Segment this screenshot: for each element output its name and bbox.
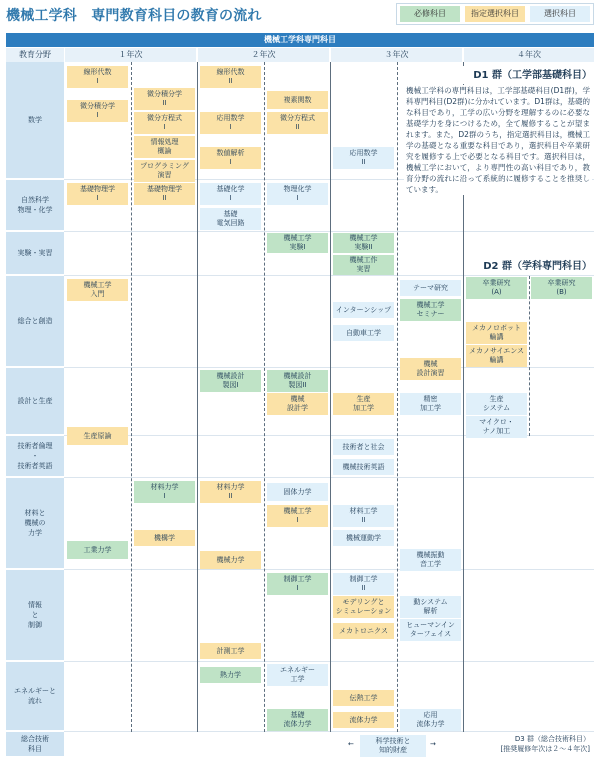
course-box: 線形代数 II bbox=[200, 66, 261, 88]
semester-divider bbox=[264, 62, 265, 732]
course-box: 動システム 解析 bbox=[400, 596, 461, 618]
course-box: 計測工学 bbox=[200, 643, 261, 659]
category-ethics: 技術者倫理 ・ 技術者英語 bbox=[6, 436, 64, 478]
year-header-4: ４年次 bbox=[464, 48, 594, 62]
course-box: 微分積分学 II bbox=[134, 88, 195, 110]
course-box: 機械 設計学 bbox=[267, 393, 328, 415]
course-box: 卒業研究 (B) bbox=[531, 277, 592, 299]
course-box: 物理化学 I bbox=[267, 183, 328, 205]
course-box: 基礎 電気回路 bbox=[200, 208, 261, 230]
row-band bbox=[64, 662, 594, 732]
category-energy: エネルギーと 流れ bbox=[6, 662, 64, 732]
course-box: 機械設計 製図I bbox=[200, 370, 261, 392]
legend-elective-required: 指定選択科目 bbox=[465, 6, 525, 22]
course-box: メカノロボット 輪講 bbox=[466, 322, 527, 344]
category-math: 数学 bbox=[6, 62, 64, 180]
course-box: マイクロ・ ナノ加工 bbox=[466, 416, 527, 438]
course-box: 基礎化学 I bbox=[200, 183, 261, 205]
course-box: 機械工学 実験I bbox=[267, 233, 328, 253]
course-box: 機械振動 音工学 bbox=[400, 549, 461, 571]
course-box: 機械工学 セミナー bbox=[400, 299, 461, 321]
course-box: モデリングと シミュレーション bbox=[333, 596, 394, 618]
legend-required: 必修科目 bbox=[400, 6, 460, 22]
course-box: 微分方程式 II bbox=[267, 112, 328, 134]
page-title: 機械工学科 専門教育科目の教育の流れ bbox=[6, 8, 262, 24]
category-design: 設計と生産 bbox=[6, 368, 64, 436]
course-box: 線形代数 I bbox=[67, 66, 128, 88]
year-header-1: １年次 bbox=[65, 48, 196, 62]
course-box: 技術者と社会 bbox=[333, 439, 394, 455]
semester-divider bbox=[529, 276, 530, 436]
course-box: 制御工学 II bbox=[333, 573, 394, 595]
table-main-header: 機械工学科専門科目 bbox=[6, 33, 594, 47]
d3-heading: D3 群（総合技術科目） bbox=[514, 735, 590, 743]
course-box: 数値解析 I bbox=[200, 147, 261, 169]
arrow-right-icon: → bbox=[430, 740, 436, 748]
course-box: 基礎物理学 II bbox=[134, 183, 195, 205]
semester-divider bbox=[131, 62, 132, 732]
category-materials: 材料と 機械の 力学 bbox=[6, 478, 64, 570]
course-box: 工業力学 bbox=[67, 541, 128, 559]
legend-elective: 選択科目 bbox=[530, 6, 590, 22]
arrow-left-icon: ← bbox=[348, 740, 354, 748]
year-header-2: ２年次 bbox=[198, 48, 329, 62]
course-box: 機械工学 実験II bbox=[333, 233, 394, 253]
category-general: 総合技術 科目 bbox=[6, 732, 64, 758]
course-box: 材料工学 II bbox=[333, 505, 394, 527]
course-box: 情報処理 概論 bbox=[134, 136, 195, 158]
course-box: 伝熱工学 bbox=[333, 690, 394, 706]
course-box: メカトロニクス bbox=[333, 623, 394, 639]
course-box: 制御工学 I bbox=[267, 573, 328, 595]
row-band bbox=[64, 570, 594, 662]
course-box: 機械設計 製図II bbox=[267, 370, 328, 392]
course-box: 卒業研究 (A) bbox=[466, 277, 527, 299]
category-information: 情報 と 制御 bbox=[6, 570, 64, 662]
course-box: 自動車工学 bbox=[333, 325, 394, 341]
course-box: テーマ研究 bbox=[400, 280, 461, 296]
course-box: 応用数学 I bbox=[200, 112, 261, 134]
course-box: インターンシップ bbox=[333, 302, 394, 318]
course-box: 複素関数 bbox=[267, 91, 328, 109]
semester-divider bbox=[397, 62, 398, 732]
category-experiments: 実験・実習 bbox=[6, 232, 64, 276]
course-box: 材料力学 II bbox=[200, 481, 261, 503]
d3-note bbox=[501, 734, 590, 754]
category-header: 教育分野 bbox=[6, 48, 64, 62]
d3-recommendation: [推奨履修年次は２～４年次] bbox=[500, 745, 590, 753]
course-box: 基礎 流体力学 bbox=[267, 709, 328, 731]
course-box: 機構学 bbox=[134, 530, 195, 546]
year-divider bbox=[197, 62, 198, 732]
course-box: 材料力学 I bbox=[134, 481, 195, 503]
d2-heading: D2 群（学科専門科目） bbox=[464, 257, 592, 273]
course-box: プログラミング 演習 bbox=[134, 160, 195, 182]
course-box: 科学技術と 知的財産 bbox=[360, 735, 426, 757]
course-box: 生産 システム bbox=[466, 393, 527, 415]
course-box: 生産原論 bbox=[67, 427, 128, 445]
year-header-3: ３年次 bbox=[331, 48, 462, 62]
course-box: 固体力学 bbox=[267, 483, 328, 501]
course-box: 機械技術英語 bbox=[333, 459, 394, 475]
category-science: 自然科学 物理・化学 bbox=[6, 180, 64, 232]
course-box: 機械工作 実習 bbox=[333, 255, 394, 275]
course-box: 応用数学 II bbox=[333, 147, 394, 169]
course-box: 応用 流体力学 bbox=[400, 709, 461, 731]
legend bbox=[396, 3, 594, 25]
course-box: 機械工学 入門 bbox=[67, 279, 128, 301]
course-box: 微分方程式 I bbox=[134, 112, 195, 134]
course-box: 微分積分学 I bbox=[67, 100, 128, 122]
course-box: 流体力学 bbox=[333, 712, 394, 728]
d1-description: 機械工学科の専門科目は，工学部基礎科目(D1群)，学科専門科目(D2群)に分かれています。D1群は，基礎的な科目であり，工学の広い分野を理解するのに必要な基礎学力を身につけるため，全て履修することが望まれます。また，D2群のうち，指定選択科目は，機械工学の基礎となる重要な科目であり，選択科目や卒業研究を履修する上で必要となる科目です。選択科目は，機械工学において，より専門性の高い科目であり，教育分野の流れに沿って系統的に履修することを推奨しています。 bbox=[406, 86, 590, 194]
course-box: ヒューマンイン ターフェイス bbox=[400, 619, 461, 641]
course-box: エネルギー 工学 bbox=[267, 664, 328, 686]
row-band bbox=[64, 436, 594, 478]
course-box: 機械工学 I bbox=[267, 505, 328, 527]
course-box: 生産 加工学 bbox=[333, 393, 394, 415]
category-synthesis: 総合と創造 bbox=[6, 276, 64, 368]
course-box: 機械力学 bbox=[200, 551, 261, 569]
course-box: 機械運動学 bbox=[333, 530, 394, 546]
course-box: 精密 加工学 bbox=[400, 393, 461, 415]
d1-heading: D1 群（工学部基礎科目） bbox=[404, 66, 592, 84]
course-box: 機械 設計演習 bbox=[400, 358, 461, 380]
year-divider bbox=[330, 62, 331, 732]
course-box: メカノサイエンス 輪講 bbox=[466, 345, 527, 367]
course-box: 熱力学 bbox=[200, 667, 261, 683]
course-box: 基礎物理学 I bbox=[67, 183, 128, 205]
